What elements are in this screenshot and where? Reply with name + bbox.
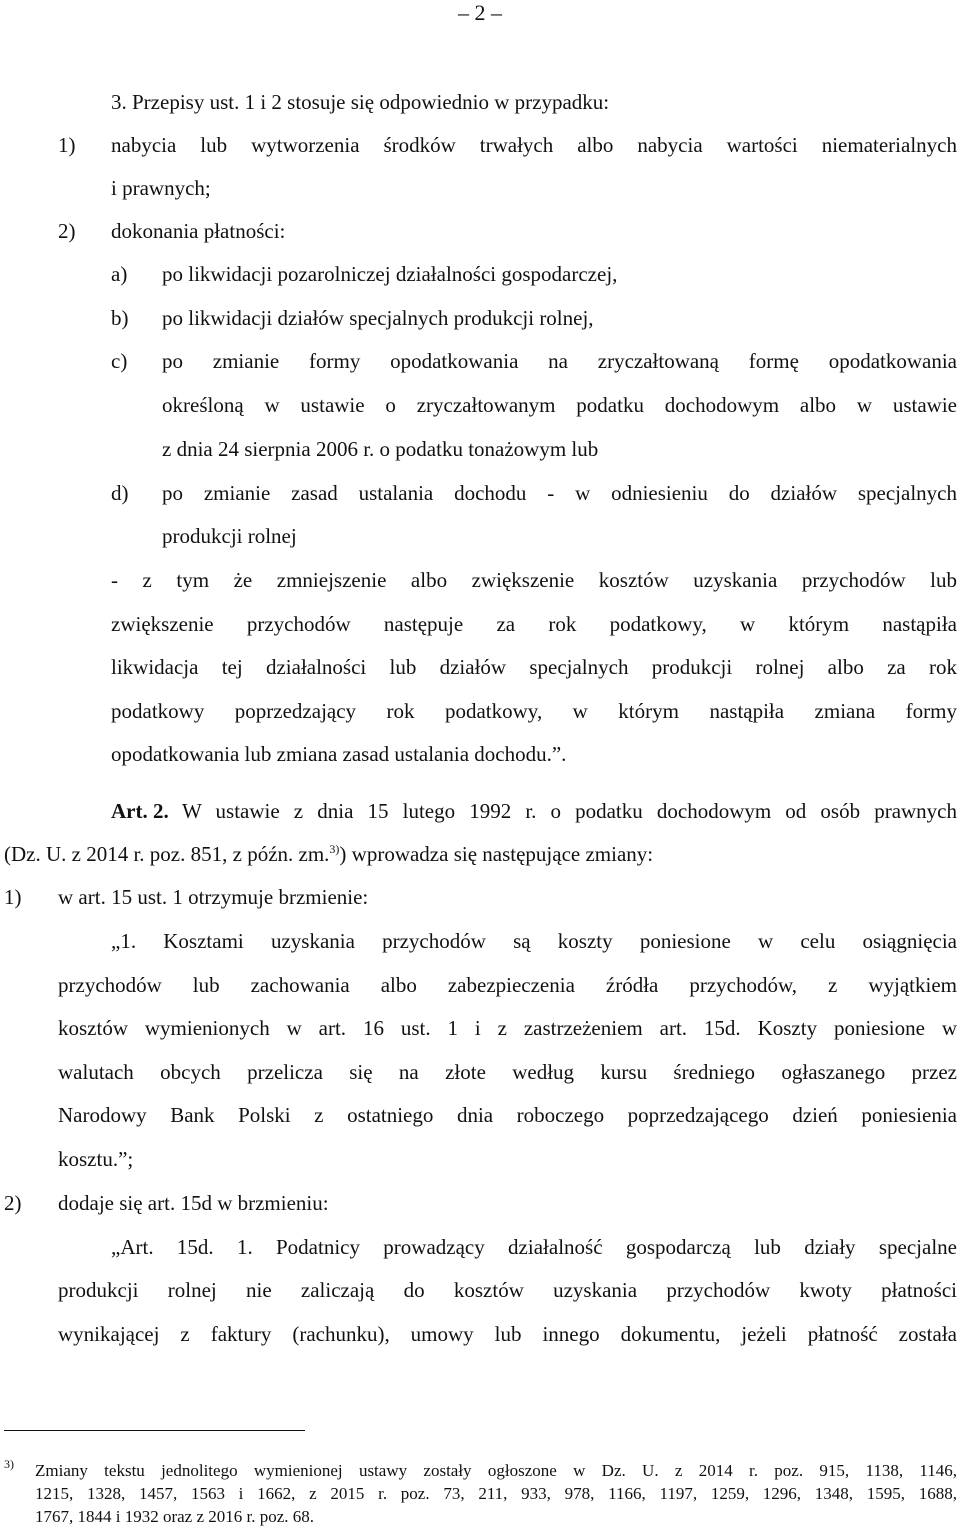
footnote-marker: 3) [4, 1457, 14, 1471]
change-2-text: dodaje się art. 15d w brzmieniu: [58, 1191, 329, 1215]
quote-2-line-1: „Art. 15d. 1. Podatnicy prowadzący działalność gospodarczą lub działy specjalne [111, 1235, 957, 1259]
letter-b-label: b) [111, 306, 129, 330]
quote-2-line-2: produkcji rolnej nie zaliczają do kosztów uzyskania przychodów kwoty płatności [58, 1278, 957, 1302]
page-number: – 2 – [458, 0, 502, 25]
footnote-line-3: 1767, 1844 i 1932 oraz z 2016 r. poz. 68. [35, 1507, 315, 1526]
letter-c-label: c) [111, 349, 128, 373]
quote-1-line-3: kosztów wymienionych w art. 16 ust. 1 i z zastrzeżeniem art. 15d. Koszty poniesione w [58, 1016, 957, 1040]
quote-2-line-3: wynikającej z faktury (rachunku), umowy lub innego dokumentu, jeżeli płatność została [58, 1322, 957, 1346]
closing-text-line-3: likwidacja tej działalności lub działów specjalnych produkcji rolnej albo za rok [111, 655, 957, 679]
change-1-number: 1) [4, 885, 22, 909]
footnote-separator [4, 1430, 305, 1431]
quote-1-line-4: walutach obcych przelicza się na złote według kursu średniego ogłaszanego przez [58, 1060, 957, 1084]
point-1-number: 1) [58, 133, 76, 157]
point-1-text-line-2: i prawnych; [111, 176, 211, 200]
letter-d-line-1: po zmianie zasad ustalania dochodu - w odniesieniu do działów specjalnych [162, 481, 957, 505]
article-2-intro-line-2: (Dz. U. z 2014 r. poz. 851, z późn. zm.$^{3)}$) wprowadza się następujące zmiany: [4, 842, 654, 866]
letter-a-label: a) [111, 262, 128, 286]
letter-c-line-1: po zmianie formy opodatkowania na zryczałtowaną formę opodatkowania [162, 349, 957, 373]
closing-text-line-1: - z tym że zmniejszenie albo zwiększenie kosztów uzyskania przychodów lub [111, 568, 957, 592]
closing-text-line-4: podatkowy poprzedzający rok podatkowy, w którym nastąpiła zmiana formy [111, 699, 957, 723]
letter-d-line-2: produkcji rolnej [162, 524, 297, 548]
quote-1-line-2: przychodów lub zachowania albo zabezpieczenia źródła przychodów, z wyjątkiem [58, 973, 957, 997]
footnote-reference[interactable]: 3) [329, 842, 340, 856]
closing-text-line-2: zwiększenie przychodów następuje za rok podatkowy, w którym nastąpiła [111, 612, 957, 636]
quote-1-line-1: „1. Kosztami uzyskania przychodów są koszty poniesione w celu osiągnięcia [111, 929, 957, 953]
article-2-intro-line-1: W ustawie z dnia 15 lutego 1992 r. o podatku dochodowym od osób prawnych [182, 799, 957, 823]
paragraph-3: 3. Przepisy ust. 1 i 2 stosuje się odpowiednio w przypadku: [111, 90, 610, 114]
quote-1-line-6: kosztu.”; [58, 1147, 134, 1171]
point-2-number: 2) [58, 219, 76, 243]
footnote-line-2: 1215, 1328, 1457, 1563 i 1662, z 2015 r. poz. 73, 211, 933, 978, 1166, 1197, 1259, 1296, 1348, 1595, 1688, [35, 1484, 957, 1503]
letter-d-label: d) [111, 481, 129, 505]
closing-text-line-5: opodatkowania lub zmiana zasad ustalania dochodu.”. [111, 742, 567, 766]
change-2-number: 2) [4, 1191, 22, 1215]
letter-c-line-3: z dnia 24 sierpnia 2006 r. o podatku tonażowym lub [162, 437, 599, 461]
footnote-line-1: Zmiany tekstu jednolitego wymienionej ustawy zostały ogłoszone w Dz. U. z 2014 r. poz. 915, 1138, 1146, [35, 1461, 957, 1480]
article-2-heading: Art. 2. [111, 799, 169, 823]
point-1-text-line-1: nabycia lub wytworzenia środków trwałych albo nabycia wartości niematerialnych [111, 133, 957, 157]
letter-b-text: po likwidacji działów specjalnych produkcji rolnej, [162, 306, 594, 330]
change-1-text: w art. 15 ust. 1 otrzymuje brzmienie: [58, 885, 369, 909]
point-2-text: dokonania płatności: [111, 219, 286, 243]
letter-a-text: po likwidacji pozarolniczej działalności gospodarczej, [162, 262, 618, 286]
quote-1-line-5: Narodowy Bank Polski z ostatniego dnia roboczego poprzedzającego dzień poniesienia [58, 1103, 957, 1127]
letter-c-line-2: określoną w ustawie o zryczałtowanym podatku dochodowym albo w ustawie [162, 393, 957, 417]
